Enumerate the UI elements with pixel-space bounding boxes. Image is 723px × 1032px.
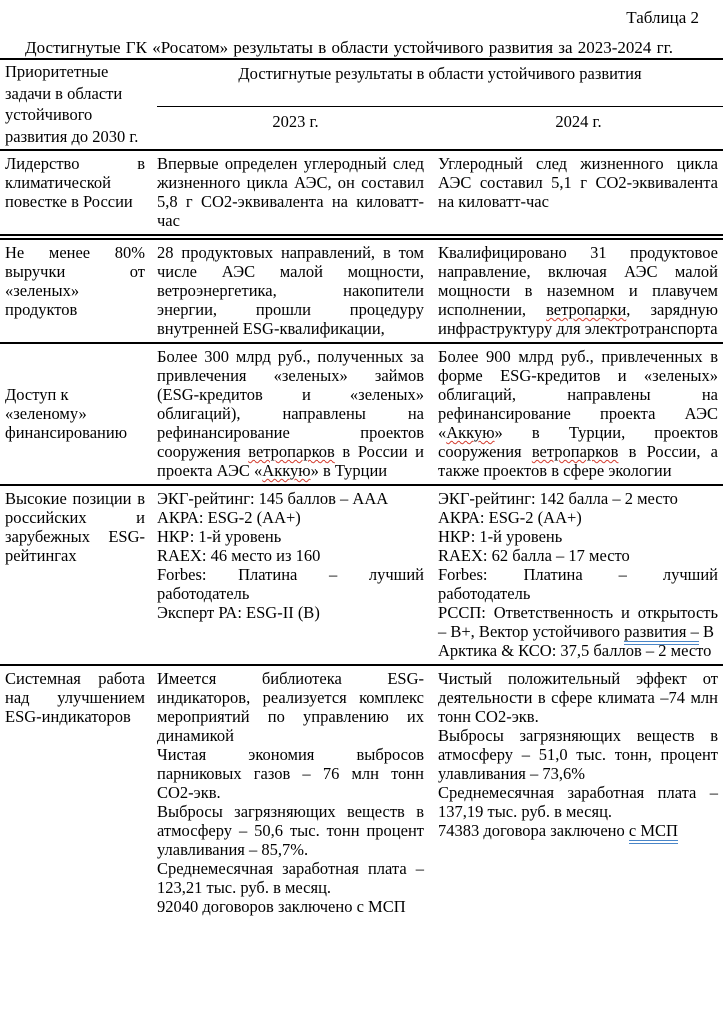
grammar-double-underline: развития – [624,622,699,645]
result-paragraph: ЭКГ-рейтинг: 142 балла – 2 место [438,489,678,508]
result-paragraph: Чистая экономия выбросов парниковых газов – 76 млн тонн СО2-экв. [157,745,424,802]
result-2024-cell [434,150,723,237]
spellcheck-wavy-underline: ветропарков [531,442,619,461]
results-table [0,58,723,920]
result-paragraph: Forbes: Платина – лучший работодатель [157,565,424,603]
result-paragraph: Чистый положительный эффект от деятельности в сфере климата –74 млн тонн СО2-экв. [438,669,718,726]
result-paragraph: ЭКГ-рейтинг: 145 баллов – ААА [157,489,389,508]
priority-task-cell: Доступ к «зеленому» финансированию [5,385,128,442]
priority-task-cell: Лидерство в климатической повестке в России [5,154,145,211]
result-paragraph: НКР: 1-й уровень [157,527,282,546]
column-header-achieved-results: Достигнутые результаты в области устойчивого развития [157,59,723,107]
result-2023-cell [157,665,434,920]
result-paragraph: Арктика & КСО: 37,5 баллов – 2 место [438,641,712,660]
result-paragraph: Выбросы загрязняющих веществ в атмосферу – 51,0 тыс. тонн, процент улавливания – 73,6% [438,726,718,783]
table-row [0,485,723,665]
result-2023-cell [157,150,434,237]
result-paragraph: НКР: 1-й уровень [438,527,563,546]
result-paragraph: АКРА: ESG-2 (АА+) [157,508,301,527]
result-2023-cell [157,343,434,485]
priority-task-cell: Высокие позиции в российских и зарубежных ESG-рейтингах [5,489,145,565]
priority-task-cell: Не менее 80% выручки от «зеленых» продуктов [5,243,145,319]
result-paragraph: Квалифицировано 31 продуктовое направление, включая АЭС малой мощности в наземном и плавучем исполнении, ветропарки, зарядную инфраструктуру для электротранспорта [438,243,718,338]
result-2023-cell [157,485,434,665]
column-header-2023: 2023 г. [157,107,434,150]
column-header-priority-tasks: Приоритетные задачи в области устойчивого развития до 2030 г. [0,59,157,150]
grammar-double-underline: с МСП [629,821,678,844]
result-paragraph: 74383 договора заключено с МСП [438,821,718,840]
result-paragraph: Среднемесячная заработная плата –137,19 тыс. руб. в месяц. [438,783,718,821]
table-row [0,665,723,920]
header-row-top [0,59,723,107]
result-paragraph: Имеется библиотека ESG-индикаторов, реализуется комплекс мероприятий по управлению их динамикой [157,669,424,745]
result-paragraph: Forbes: Платина – лучший работодатель [438,565,718,603]
table-row [0,237,723,343]
result-2023-cell [157,237,434,343]
result-2024-cell [434,343,723,485]
table-header [0,59,723,150]
table-title: Достигнутые ГК «Росатом» результаты в области устойчивого развития за 2023-2024 гг. [25,38,673,57]
result-paragraph: 92040 договоров заключено с МСП [157,897,406,916]
result-2024-cell [434,665,723,920]
result-paragraph: АКРА: ESG-2 (АА+) [438,508,582,527]
result-paragraph: Среднемесячная заработная плата –123,21 тыс. руб. в месяц. [157,859,424,897]
table-row [0,150,723,237]
table-number-label: Таблица 2 [626,8,699,27]
result-2024-cell [434,485,723,665]
priority-task-cell: Системная работа над улучшением ESG-индикаторов [5,669,145,726]
spellcheck-wavy-underline: Аккую [262,461,311,480]
result-paragraph: RAEX: 46 место из 160 [157,546,321,565]
result-paragraph: Углеродный след жизненного цикла АЭС составил 5,1 г СО2-эквивалента на киловатт-час [438,154,718,211]
spellcheck-wavy-underline: Аккую [446,423,495,442]
result-2024-cell [434,237,723,343]
spellcheck-wavy-underline: ветропарки [546,300,627,319]
table-row [0,343,723,485]
result-paragraph: RAEX: 62 балла – 17 место [438,546,630,565]
result-paragraph: Более 300 млрд руб., полученных за привлечения «зеленых» займов (ESG-кредитов и «зеленых» облигаций), направлены на рефинансирование проектов сооружения ветропарков в России и проекта АЭС «Аккую» в Турции [157,347,424,480]
spellcheck-wavy-underline: ветропарков [248,442,335,461]
result-paragraph: Впервые определен углеродный след жизненного цикла АЭС, он составил 5,8 г СО2-эквивалента на киловатт-час [157,154,424,230]
column-header-2024: 2024 г. [434,107,723,150]
result-paragraph: Эксперт РА: ESG-II (В) [157,603,320,622]
table-body [0,150,723,920]
result-paragraph: 28 продуктовых направлений, в том числе АЭС малой мощности, ветроэнергетика, накопители энергии, прошли процедуру внутренней ESG-квалификации, [157,243,424,338]
document-page [0,8,723,920]
result-paragraph: Выбросы загрязняющих веществ в атмосферу – 50,6 тыс. тонн процент улавливания – 85,7%. [157,802,424,859]
result-paragraph: РССП: Ответственность и открытость – В+, Вектор устойчивого развития – В [438,603,718,641]
result-paragraph: Более 900 млрд руб., привлеченных в форме ESG-кредитов и «зеленых» облигаций, направлены на рефинансирование проекта АЭС «Аккую» в Турции, проектов сооружения ветропарков в России, а также проектов в сфере экологии [438,347,718,480]
